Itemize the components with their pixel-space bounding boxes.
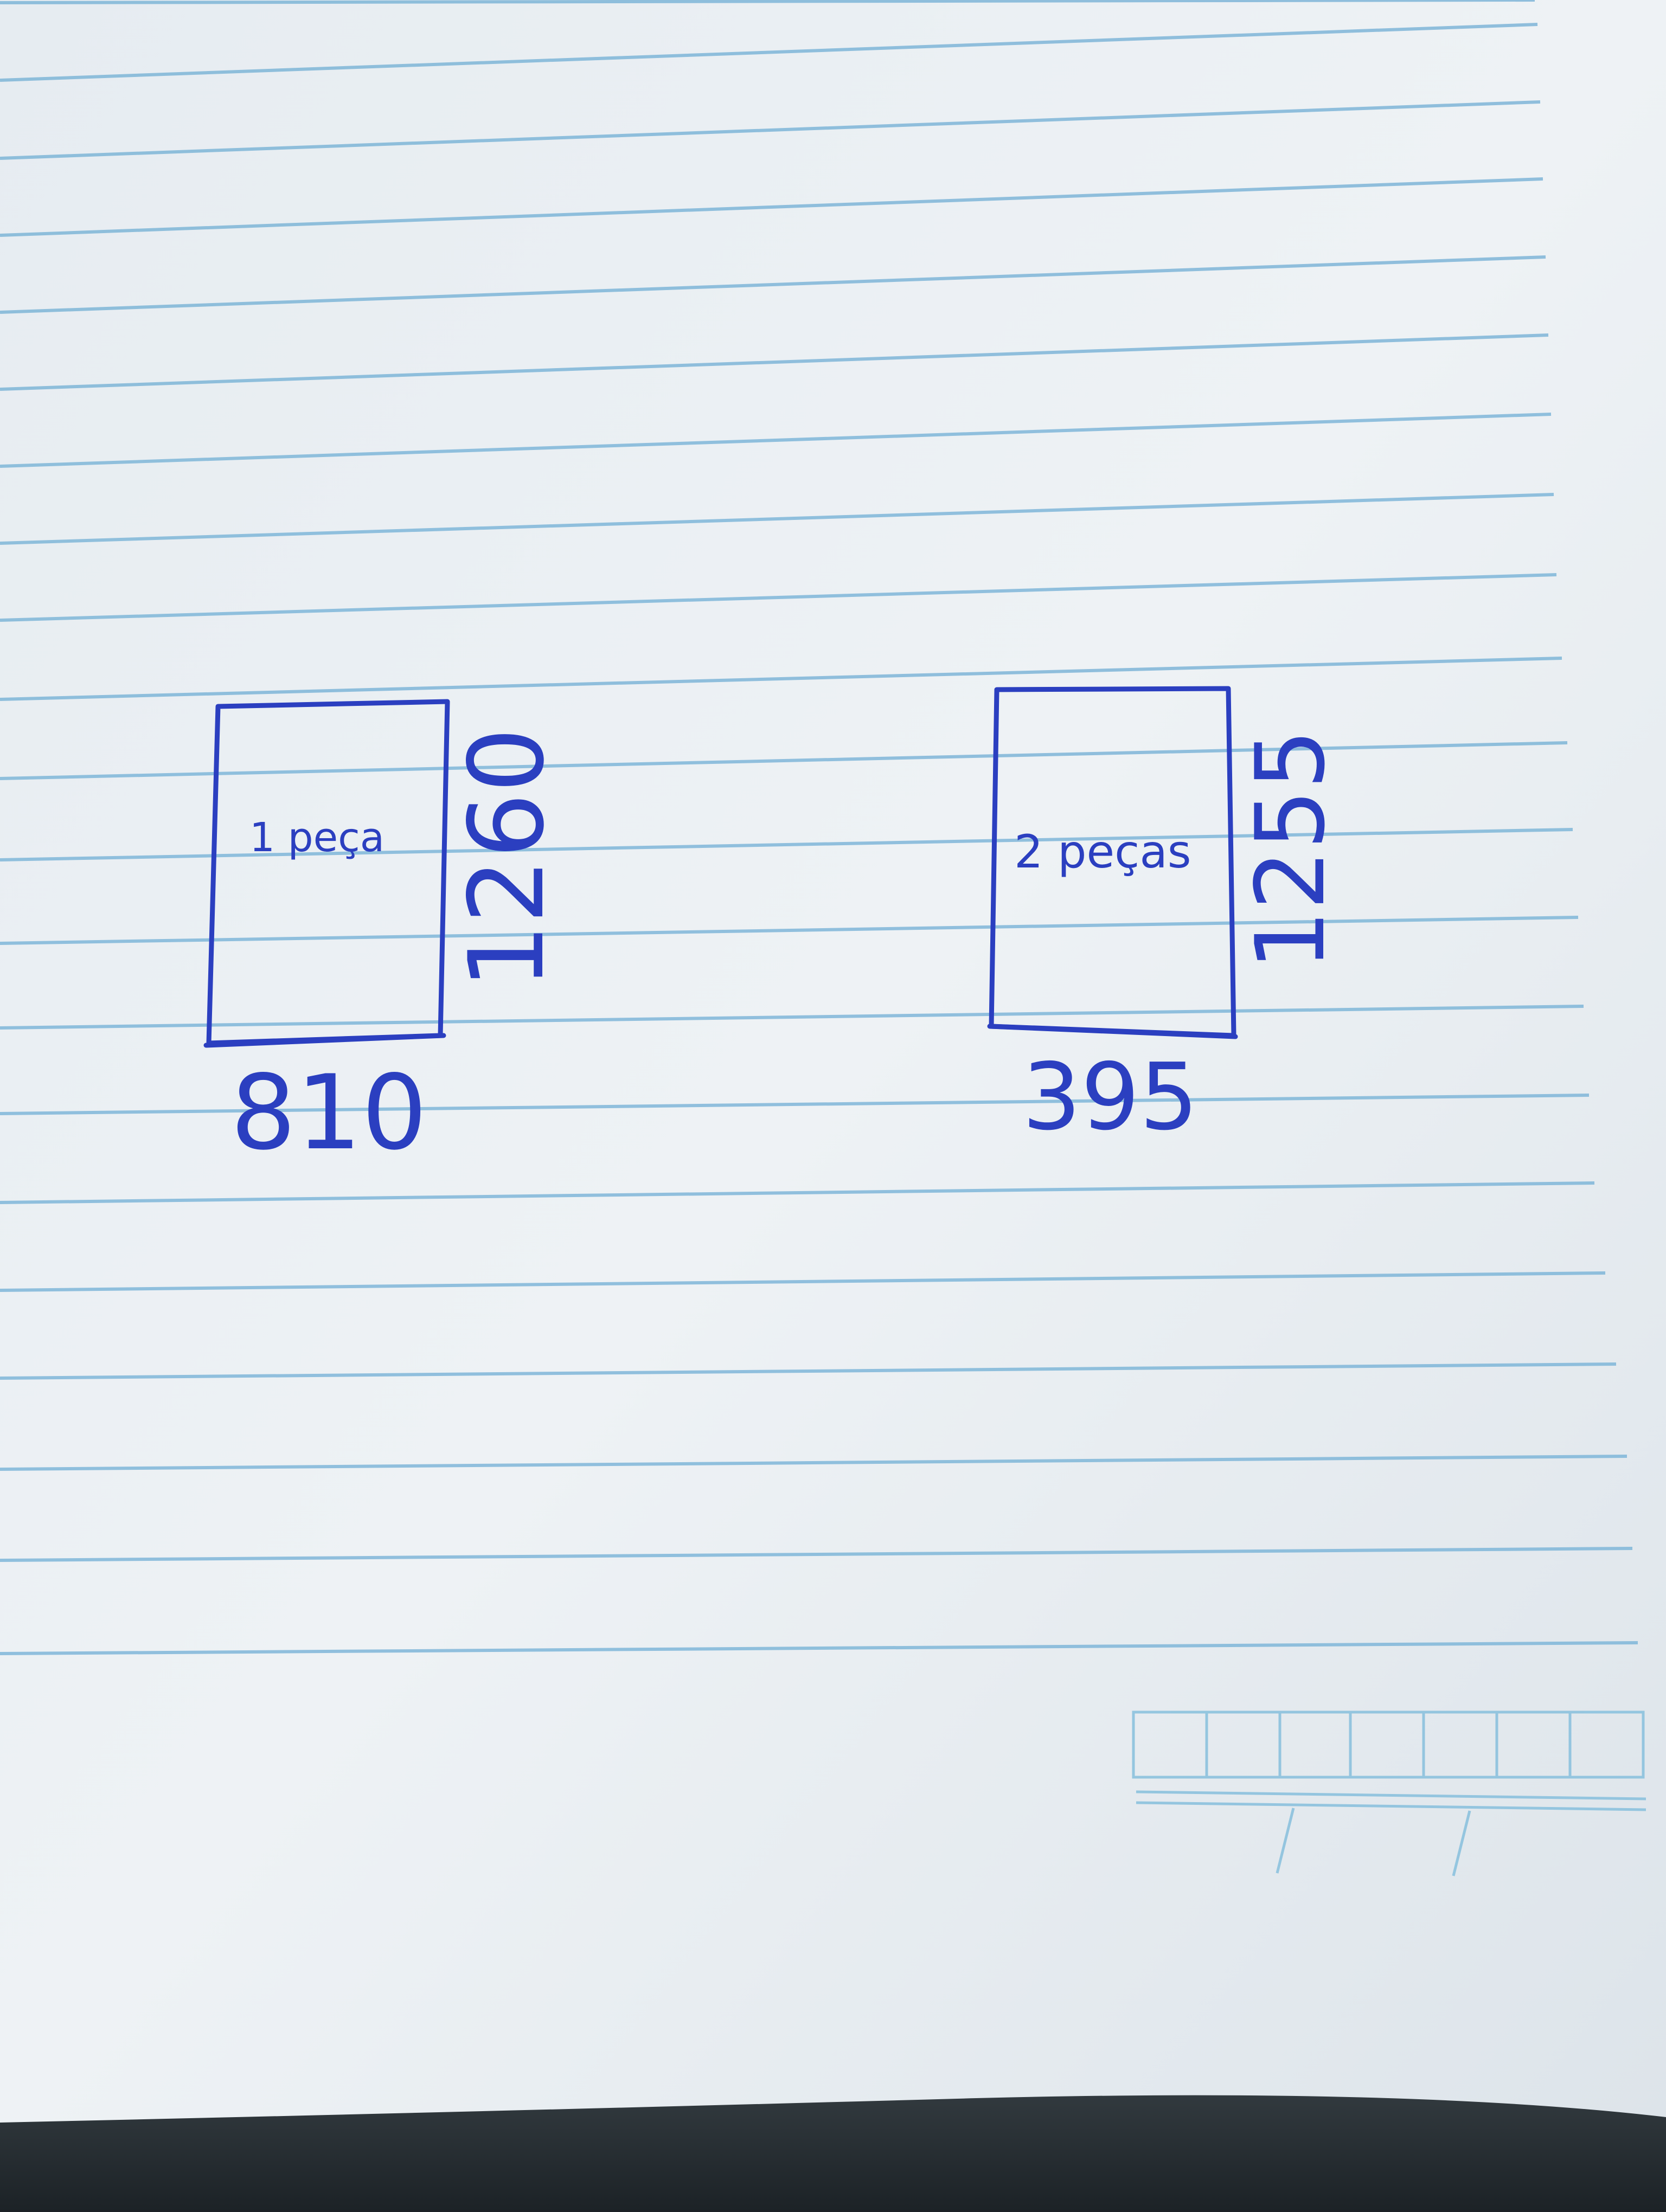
left-width-label: 810 xyxy=(230,1053,427,1173)
right-height-label: 1255 xyxy=(1236,729,1346,970)
right-width-label: 395 xyxy=(1022,1044,1199,1151)
right-piece-label: 2 peças xyxy=(1014,825,1191,878)
left-piece-label: 1 peça xyxy=(249,814,385,861)
left-height-label: 1260 xyxy=(447,727,567,989)
